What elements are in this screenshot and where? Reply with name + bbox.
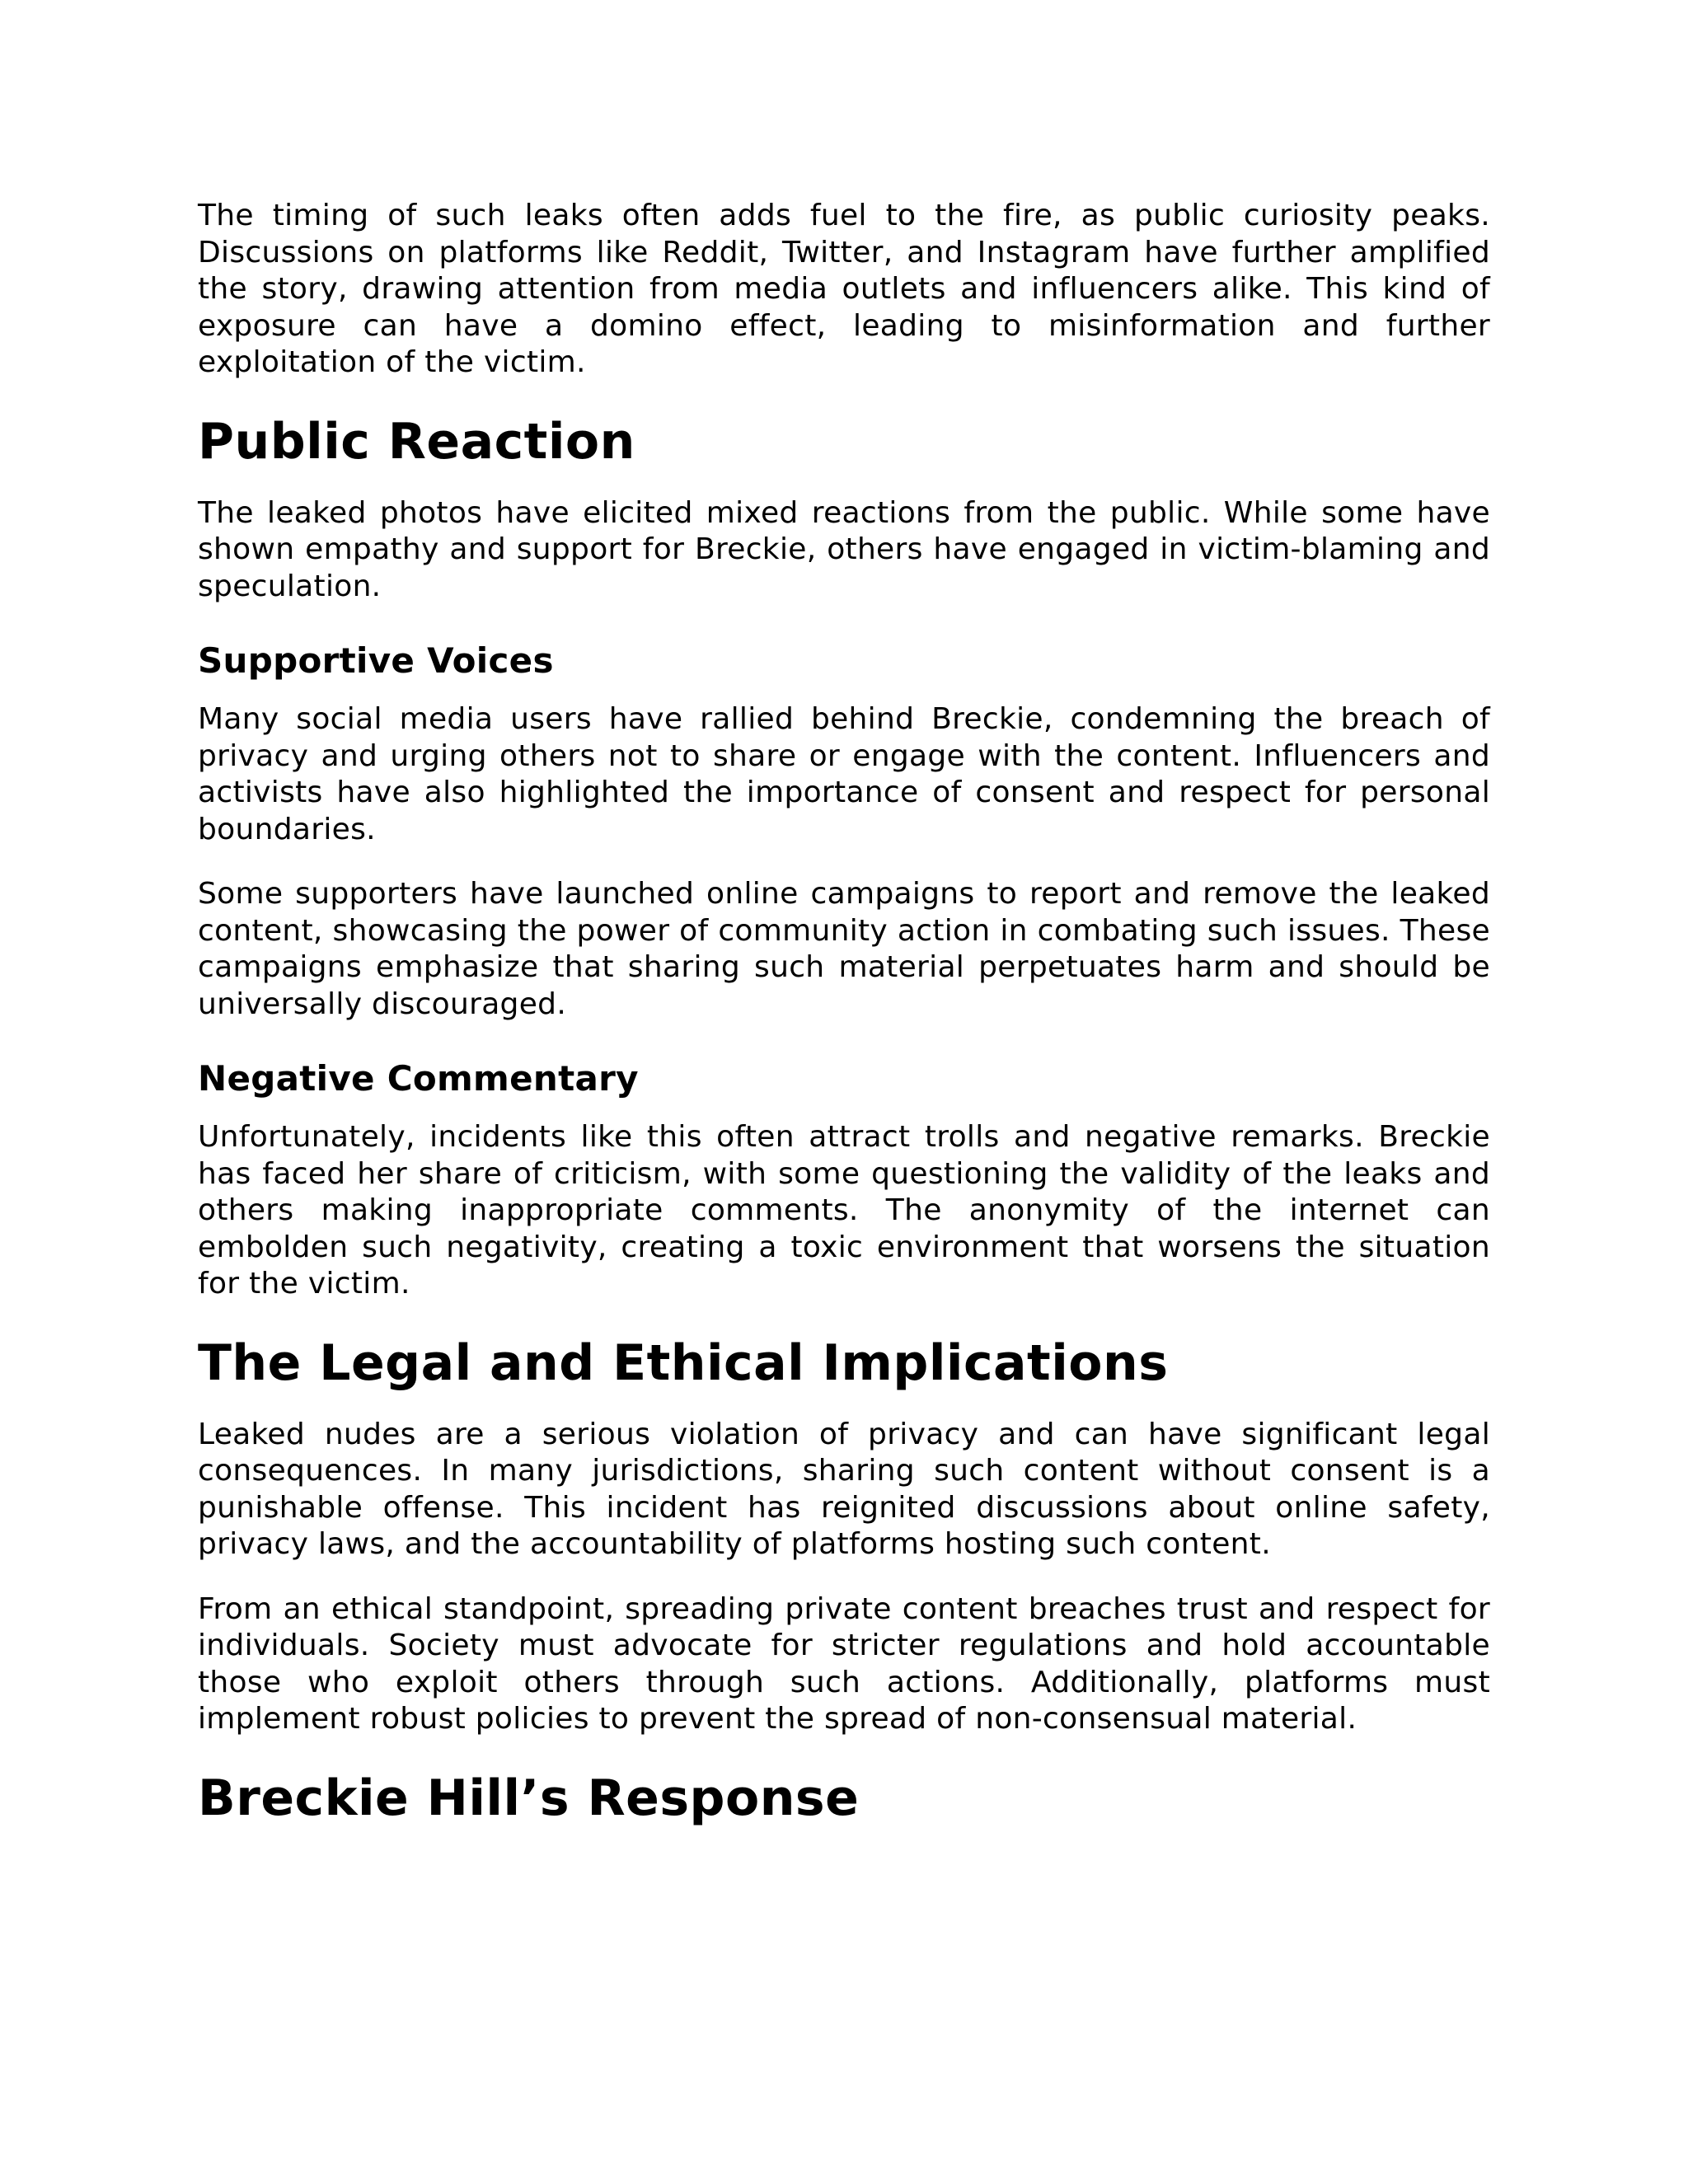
heading-public-reaction: Public Reaction <box>198 412 635 471</box>
subheading-supportive-voices: Supportive Voices <box>198 640 554 681</box>
paragraph-legal-consequences: Leaked nudes are a serious violation of privacy and can have significant legal consequences. In many jurisdictions, sharing such content without consent is a punishable offense. This incident has reignited discussions about online safety, privacy laws, and the accountability of platforms hosting such content. <box>198 1417 1490 1562</box>
heading-breckie-response: Breckie Hill’s Response <box>198 1769 860 1827</box>
paragraph-timing: The timing of such leaks often adds fuel to the fire, as public curiosity peaks. Discussions on platforms like Reddit, Twitter, and Instagram have further amplified the story, drawing attention from media outlets and influencers alike. This kind of exposure can have a domino effect, leading to misinformation and further exploitation of the victim. <box>198 199 1490 379</box>
paragraph-mixed-reactions: The leaked photos have elicited mixed reactions from the public. While some have shown empathy and support for Breckie, others have engaged in victim-blaming and speculation. <box>198 495 1490 603</box>
paragraph-rallied-behind: Many social media users have rallied behind Breckie, condemning the breach of privacy and urging others not to share or engage with the content. Influencers and activists have also highlighted the importance of consent and respect for personal boundaries. <box>198 702 1490 846</box>
document-page <box>198 198 1490 1852</box>
paragraph-ethical-standpoint: From an ethical standpoint, spreading private content breaches trust and respect for individuals. Society must advocate for stricter regulations and hold accountable those who exploit others through such actions. Additionally, platforms must implement robust policies to prevent the spread of non-consensual material. <box>198 1591 1490 1736</box>
paragraph-online-campaigns: Some supporters have launched online campaigns to report and remove the leaked content, showcasing the power of community action in combating such issues. These campaigns emphasize that sharing such material perpetuates harm and should be universally discouraged. <box>198 877 1490 1021</box>
subheading-negative-commentary: Negative Commentary <box>198 1058 639 1099</box>
heading-legal-ethical: The Legal and Ethical Implications <box>198 1333 1169 1392</box>
paragraph-trolls: Unfortunately, incidents like this often attract trolls and negative remarks. Breckie has faced her share of criticism, with some questioning the validity of the leaks and others making inappropriate comments. The anonymity of the internet can embolden such negativity, creating a toxic environment that worsens the situation for the victim. <box>198 1120 1490 1301</box>
